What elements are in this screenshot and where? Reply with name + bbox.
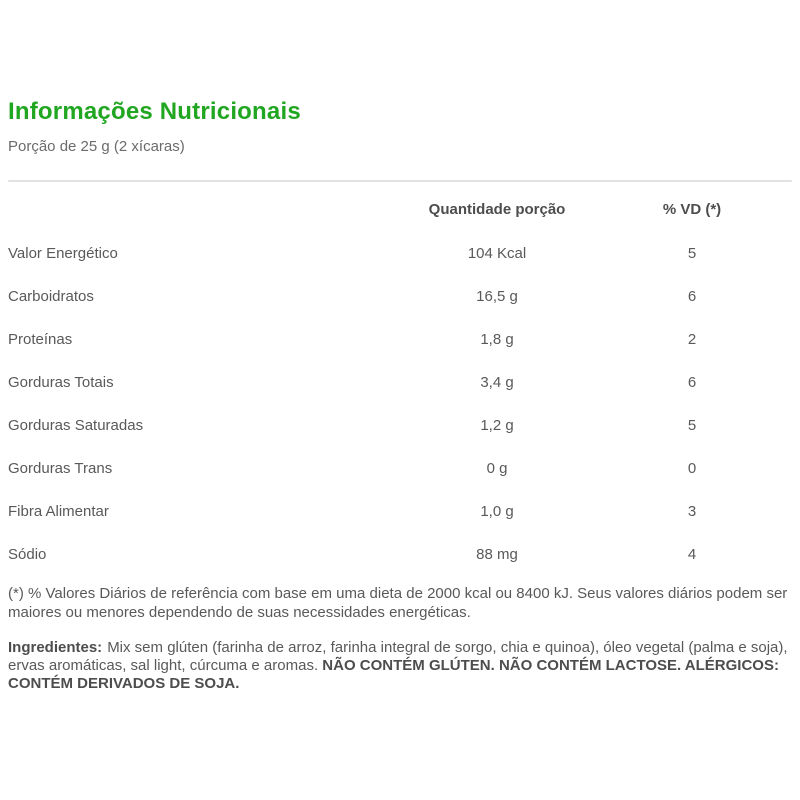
nutrient-quantity: 0 g: [486, 460, 508, 477]
divider: [8, 180, 792, 182]
allergen-statement: NÃO CONTÉM GLÚTEN. NÃO CONTÉM LACTOSE. ALÉRGICOS: CONTÉM DERIVADOS DE SOJA.: [8, 657, 779, 692]
nutrient-quantity: 104 Kcal: [467, 245, 527, 262]
nutrient-label: Carboidratos: [8, 288, 94, 305]
nutrient-vd: 2: [687, 331, 697, 348]
nutrient-label: Valor Energético: [8, 245, 118, 262]
nutrient-vd: 6: [687, 374, 697, 391]
nutrient-quantity: 1,0 g: [480, 503, 514, 520]
nutrient-label: Gorduras Saturadas: [8, 417, 144, 434]
daily-values-footnote: (*) % Valores Diários de referência com base em uma dieta de 2000 kcal ou 8400 kJ. Seus valores diários podem ser maiores ou menores dependendo de suas necessidades energéticas.: [8, 585, 788, 621]
nutrient-label: Sódio: [8, 546, 47, 563]
nutrient-label: Fibra Alimentar: [8, 503, 109, 520]
serving-size: Porção de 25 g (2 xícaras): [8, 138, 185, 155]
nutrient-vd: 0: [687, 460, 697, 477]
nutrient-quantity: 1,2 g: [480, 417, 514, 434]
table-row: [8, 490, 792, 533]
ingredients-label: Ingredientes:: [8, 639, 103, 656]
col-vd-header: % VD (*): [662, 200, 722, 218]
table-row: [8, 232, 792, 275]
nutrient-quantity: 1,8 g: [480, 331, 514, 348]
table-row: [8, 533, 792, 576]
table-header-row: [8, 186, 792, 232]
nutrition-table: [8, 186, 792, 576]
nutrient-label: Gorduras Totais: [8, 374, 114, 391]
nutrient-vd: 5: [687, 245, 697, 262]
page-title: Informações Nutricionais: [8, 98, 301, 125]
table-row: [8, 361, 792, 404]
table-row: [8, 447, 792, 490]
table-body: [8, 232, 792, 576]
nutrient-quantity: 3,4 g: [480, 374, 514, 391]
nutrient-quantity: 16,5 g: [476, 288, 518, 305]
ingredients-paragraph: [8, 639, 792, 693]
nutrient-vd: 5: [687, 417, 697, 434]
nutrient-vd: 6: [687, 288, 697, 305]
table-row: [8, 275, 792, 318]
col-quantity-header: Quantidade porção: [428, 200, 566, 218]
nutrient-label: Proteínas: [8, 331, 73, 348]
nutrient-label: Gorduras Trans: [8, 460, 113, 477]
nutrient-quantity: 88 mg: [476, 546, 518, 563]
table-row: [8, 318, 792, 361]
ingredients-text: Mix sem glúten (farinha de arroz, farinha integral de sorgo, chia e quinoa), óleo vegetal (palma e soja), ervas aromáticas, sal light, cúrcuma e aromas.: [8, 639, 788, 674]
table-row: [8, 404, 792, 447]
nutrient-vd: 4: [687, 546, 697, 563]
nutrient-vd: 3: [687, 503, 697, 520]
